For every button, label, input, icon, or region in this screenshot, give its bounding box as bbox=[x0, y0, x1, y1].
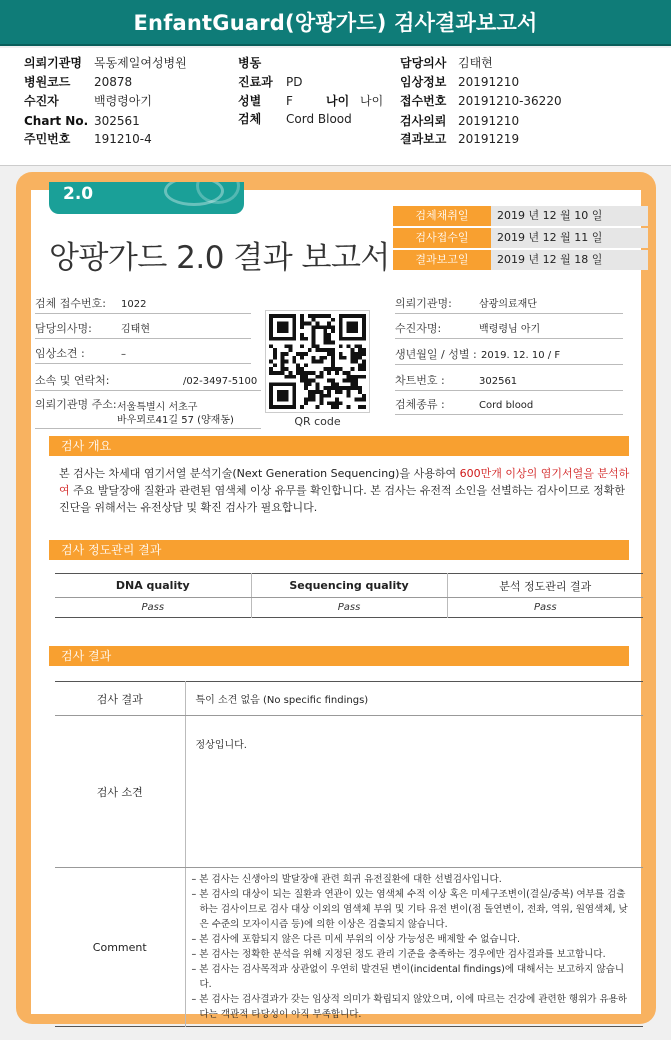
info-address: 의뢰기관명 주소: 서울특별시 서초구 바우뫼로41길 57 (양재동) bbox=[35, 395, 261, 429]
table-row bbox=[55, 598, 643, 618]
result-table bbox=[55, 681, 643, 1027]
field-sex: 성별 F bbox=[238, 94, 293, 108]
qr-label: QR code bbox=[294, 415, 341, 428]
list-item: – 본 검사는 신생아의 발달장애 관련 희귀 유전질환에 대한 선별검사입니다. bbox=[191, 874, 502, 885]
table-row bbox=[55, 682, 643, 716]
overview-text: 본 검사는 차세대 염기서열 분석기술(Next Generation Sequencing)을 사용하여 600만개 이상의 염기서열을 분석하여 주요 발달장애 질환과 관련된 염색체 이상 유무를 확인합니다. 본 검사는 유전적 소인을 선별하는 검사이므로 정확한 진단을 위해서는 유전상담 및 확진 검사가 필요합니다. bbox=[59, 467, 630, 514]
date-row-collection: 검체채취일 2019 년 12 월 10 일 bbox=[393, 206, 648, 226]
field-institution: 의뢰기관명 목동제일여성병원 bbox=[24, 56, 187, 70]
qc-col-seq: Sequencing quality bbox=[251, 574, 447, 598]
field-chart-no: Chart No. 302561 bbox=[24, 114, 140, 128]
section-overview-heading: 검사 개요 bbox=[49, 436, 629, 456]
info-birth-sex: 생년월일 / 성별 : 2019. 12. 10 / F bbox=[395, 345, 623, 365]
info-doctor: 담당의사명: 김태현 bbox=[35, 319, 251, 339]
version-tab bbox=[49, 182, 244, 214]
comment-cell bbox=[185, 868, 643, 1027]
field-request-date: 검사의뢰 20191210 bbox=[400, 114, 520, 128]
date-row-receipt: 검사접수일 2019 년 12 월 11 일 bbox=[393, 228, 648, 248]
finding-value: 정상입니다. bbox=[185, 716, 643, 868]
info-clinical: 임상소견 : – bbox=[35, 344, 251, 364]
field-department: 진료과 PD bbox=[238, 75, 303, 89]
qc-value-seq: Pass bbox=[251, 598, 447, 618]
date-row-report: 결과보고일 2019 년 12 월 18 일 bbox=[393, 250, 648, 270]
qc-value-analysis: Pass bbox=[533, 602, 557, 613]
report-big-title: 앙팡가드 2.0 결과 보고서 bbox=[49, 240, 390, 276]
result-label: 검사 결과 bbox=[55, 682, 185, 716]
info-receipt-no: 검체 접수번호: 1022 bbox=[35, 294, 251, 314]
comment-list bbox=[186, 868, 644, 1026]
field-hospital-code: 병원코드 20878 bbox=[24, 75, 133, 89]
qr-code-icon bbox=[269, 314, 366, 409]
qc-col-dna: DNA quality bbox=[55, 574, 251, 598]
table-row bbox=[55, 716, 643, 868]
info-institution: 의뢰기관명: 삼광의료재단 bbox=[395, 294, 623, 314]
section-result-heading: 검사 결과 bbox=[49, 646, 629, 666]
date-box bbox=[393, 206, 648, 272]
list-item: – 본 검사는 검사목적과 상관없이 우연히 발견된 변이(incidental findings)에 대해서는 보고하지 않습니다. bbox=[191, 964, 625, 990]
info-patient: 수진자명: 백령령님 아기 bbox=[395, 319, 623, 339]
info-chart-no: 차트번호 : 302561 bbox=[395, 371, 623, 391]
section-qc-heading: 검사 정도관리 결과 bbox=[49, 540, 629, 560]
field-ward: 병동 bbox=[238, 56, 262, 70]
report-paper bbox=[31, 184, 641, 1020]
field-receipt-no: 접수번호 20191210-36220 bbox=[400, 94, 562, 108]
field-doctor: 담당의사 김태현 bbox=[400, 56, 493, 70]
qc-col-analysis: 분석 정도관리 결과 bbox=[447, 574, 643, 598]
finding-label: 검사 소견 bbox=[55, 716, 185, 868]
list-item: – 본 검사에 포함되지 않은 다른 미세 부위의 이상 가능성은 배제할 수 없습니다. bbox=[191, 934, 520, 945]
field-specimen: 검체 Cord Blood bbox=[238, 112, 352, 126]
report-title: EnfantGuard(앙팡가드) 검사결과보고서 bbox=[0, 0, 671, 46]
field-report-date: 결과보고 20191219 bbox=[400, 132, 520, 146]
list-item: – 본 검사는 정확한 분석을 위해 지정된 정도 관리 기준을 충족하는 경우에만 검사결과를 보고합니다. bbox=[191, 949, 606, 960]
version-label: 2.0 bbox=[63, 184, 94, 204]
report-frame bbox=[16, 172, 656, 1024]
patient-header bbox=[0, 48, 671, 166]
table-row bbox=[55, 868, 643, 1027]
list-item: – 본 검사의 대상이 되는 질환과 연관이 있는 염색체 수적 이상 혹은 미세구조변이(결실/중복) 여부를 검출하는 검사이므로 검사 대상 이외의 염색체 부위 및 기타 유전 변이(점 돌연변이, 전좌, 역위, 원염색체, 낮은 수준의 모자이시즘 등)에 의한 이상은 검출되지 않습니다. bbox=[191, 889, 628, 930]
result-value: 특이 소견 없음 (No specific findings) bbox=[185, 682, 643, 716]
info-specimen: 검체종류 : Cord blood bbox=[395, 395, 623, 415]
field-rrn: 주민번호 191210-4 bbox=[24, 132, 152, 146]
comment-label: Comment bbox=[55, 868, 185, 1027]
field-clinical-info: 임상정보 20191210 bbox=[400, 75, 520, 89]
qr-code bbox=[265, 310, 370, 413]
field-age: 나이 나이 bbox=[326, 94, 384, 108]
list-item: – 본 검사는 검사결과가 갖는 임상적 의미가 확립되지 않았으며, 이에 따르는 건강에 관련한 행위가 유용하다는 객관적 타당성이 아직 부족합니다. bbox=[191, 994, 627, 1020]
qc-value-dna: Pass bbox=[55, 598, 251, 618]
qc-table bbox=[55, 573, 643, 618]
field-patient: 수진자 백령령아기 bbox=[24, 94, 152, 108]
info-contact: 소속 및 연락처: /02-3497-5100 bbox=[35, 371, 261, 391]
table-row bbox=[55, 574, 643, 598]
